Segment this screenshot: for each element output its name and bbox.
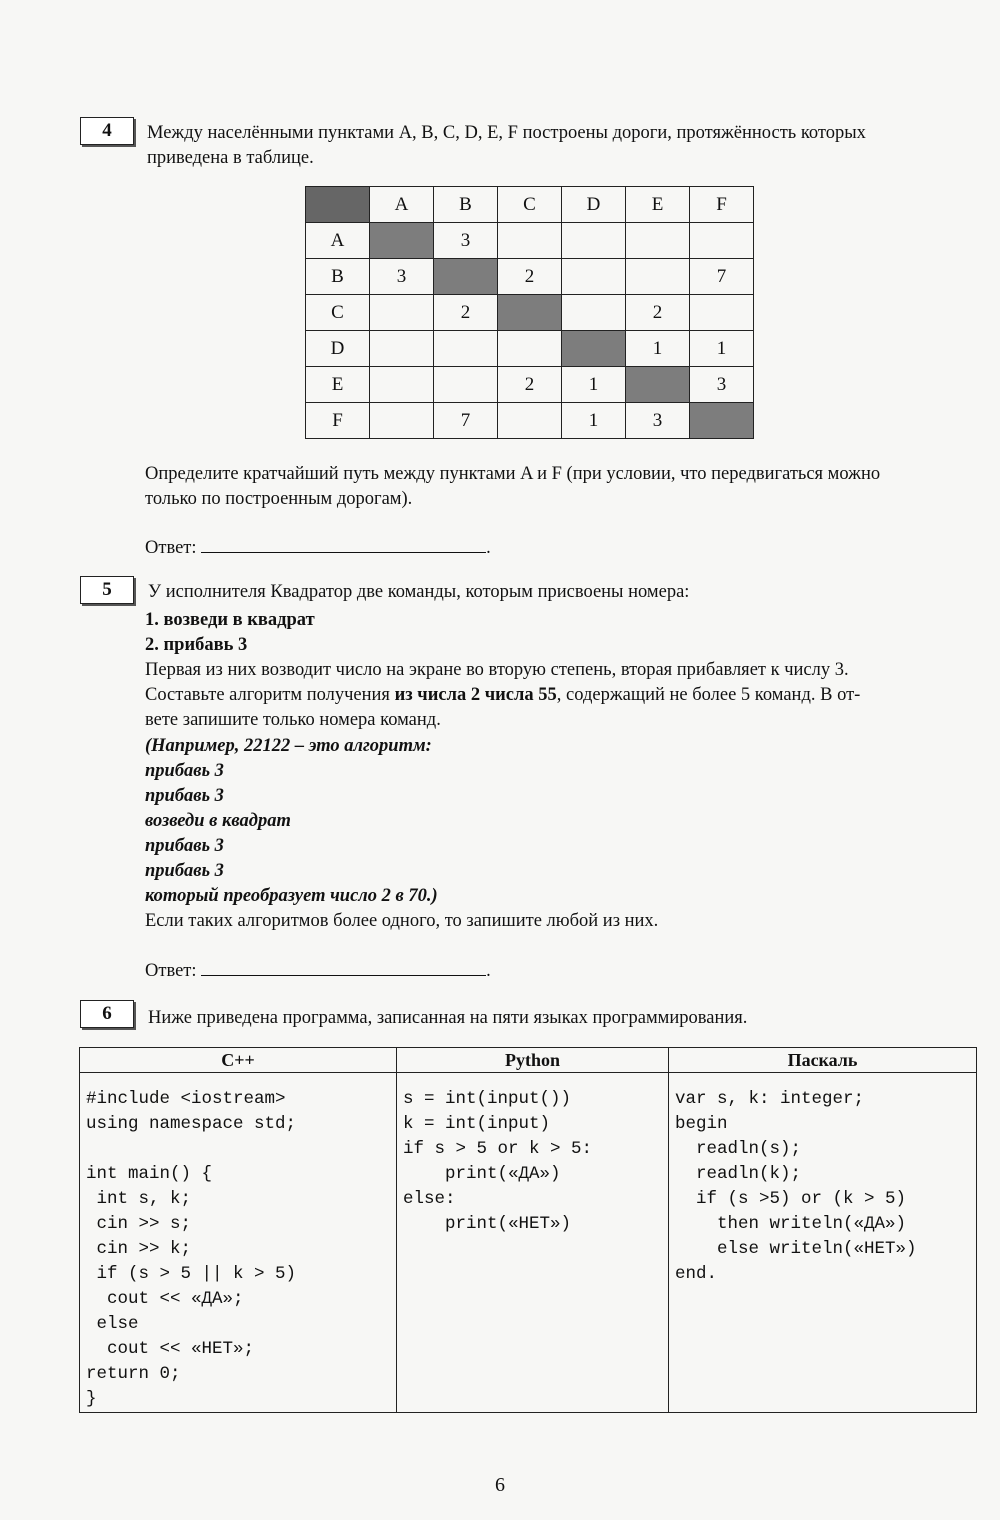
table-cell [370,331,434,367]
q5-answer-field[interactable] [201,957,486,976]
table-row [306,367,754,403]
q5-example-line: прибавь 3 [145,786,224,806]
table-diagonal-cell [690,403,754,439]
table-cell: 2 [498,367,562,403]
table-header-cell: E [626,187,690,223]
q4-intro-line1: Между населёнными пунктами A, B, C, D, E, F построены дороги, протяжённость которых [147,123,866,143]
table-cell [562,259,626,295]
table-cell [626,259,690,295]
q5-desc-line2-bold: из числа 2 числа 55 [394,685,557,705]
table-row-label: D [306,331,370,367]
table-diagonal-cell [370,223,434,259]
language-header: Python [397,1048,669,1073]
q5-note: Если таких алгоритмов более одного, то запишите любой из них. [145,911,659,931]
table-header-cell: C [498,187,562,223]
q4-answer-end: . [486,538,491,558]
table-row-label: A [306,223,370,259]
table-row [306,403,754,439]
table-row-label: E [306,367,370,403]
table-diagonal-cell [498,295,562,331]
q5-desc-line2-a: Составьте алгоритм получения [145,685,395,705]
program-table [79,1047,977,1413]
table-cell: 3 [690,367,754,403]
table-header-cell: F [690,187,754,223]
page-number: 6 [495,1474,505,1496]
table-header-cell: D [562,187,626,223]
q5-example-line: возведи в квадрат [145,811,291,831]
q4-answer-field[interactable] [201,534,486,553]
q5-intro: У исполнителя Квадратор две команды, которым присвоены номера: [148,582,690,602]
code-cell-pascal [669,1073,977,1413]
table-row [306,223,754,259]
table-cell [690,295,754,331]
q4-question-line2: только по построенным дорогам). [145,489,413,509]
table-row [306,259,754,295]
table-cell: 1 [626,331,690,367]
q5-answer-label: Ответ: [145,961,197,981]
table-diagonal-cell [562,331,626,367]
q5-command-2: 2. прибавь 3 [145,635,248,655]
table-cell [434,331,498,367]
q5-example-line: (Например, 22122 – это алгоритм: [145,736,432,756]
question-number-5: 5 [80,576,134,604]
q4-intro-line2: приведена в таблице. [147,148,314,168]
q5-desc-line1: Первая из них возводит число на экране во вторую степень, вторая прибавляет к числу 3. [145,660,849,680]
q5-example-line: прибавь 3 [145,761,224,781]
code-cell-cpp [80,1073,397,1413]
question-number-6: 6 [80,1000,134,1028]
table-row [306,295,754,331]
code-cell-python [397,1073,669,1413]
table-cell: 2 [498,259,562,295]
table-diagonal-cell [434,259,498,295]
table-cell [370,295,434,331]
q5-command-1: 1. возведи в квадрат [145,610,315,630]
table-row-label: F [306,403,370,439]
table-cell: 2 [434,295,498,331]
language-header: Паскаль [669,1048,977,1073]
table-cell [370,367,434,403]
table-cell [370,403,434,439]
table-cell: 1 [562,403,626,439]
table-cell [498,223,562,259]
language-header: C++ [80,1048,397,1073]
table-cell [434,367,498,403]
table-cell: 1 [690,331,754,367]
q5-answer [145,957,491,984]
table-corner-cell [306,187,370,223]
q5-example-line: прибавь 3 [145,836,224,856]
code-block-pascal: var s, k: integer; begin readln(s); readln(k); if (s >5) or (k > 5) then writeln(«ДА») else writeln(«НЕТ») end. [675,1089,917,1284]
table-cell [498,403,562,439]
q5-answer-end: . [486,961,491,981]
q5-example-line: который преобразует число 2 в 70.) [145,886,438,906]
table-cell: 7 [690,259,754,295]
q4-answer [145,534,491,561]
code-block-python: s = int(input()) k = int(input) if s > 5 or k > 5: print(«ДА») else: print(«НЕТ») [403,1089,593,1234]
table-cell [562,223,626,259]
q5-example-line: прибавь 3 [145,861,224,881]
table-diagonal-cell [626,367,690,403]
table-cell: 2 [626,295,690,331]
q5-desc-line2-c: , содержащий не более 5 команд. В от- [556,685,861,705]
program-header-row [80,1048,977,1073]
q5-desc-line2 [145,683,860,708]
code-block-cpp: #include <iostream> using namespace std; int main() { int s, k; cin >> s; cin >> k; if (s > 5 || k > 5) cout << «ДА»; else cout << «НЕТ»; return 0; } [86,1089,297,1409]
table-header-cell: B [434,187,498,223]
table-header-cell: A [370,187,434,223]
table-cell: 1 [562,367,626,403]
q6-intro: Ниже приведена программа, записанная на пяти языках программирования. [148,1008,748,1028]
table-header-row [306,187,754,223]
table-row-label: C [306,295,370,331]
q5-desc-line3: вете запишите только номера команд. [145,710,441,730]
table-cell: 7 [434,403,498,439]
table-row [306,331,754,367]
program-code-row [80,1073,977,1413]
table-cell: 3 [626,403,690,439]
table-cell [498,331,562,367]
table-cell [690,223,754,259]
q4-question-line1: Определите кратчайший путь между пунктами A и F (при условии, что передвигаться можно [145,464,881,484]
q4-answer-label: Ответ: [145,538,197,558]
table-row-label: B [306,259,370,295]
table-cell: 3 [370,259,434,295]
table-cell [562,295,626,331]
distance-table [305,186,754,439]
table-cell [626,223,690,259]
table-cell: 3 [434,223,498,259]
question-number-4: 4 [80,117,134,145]
